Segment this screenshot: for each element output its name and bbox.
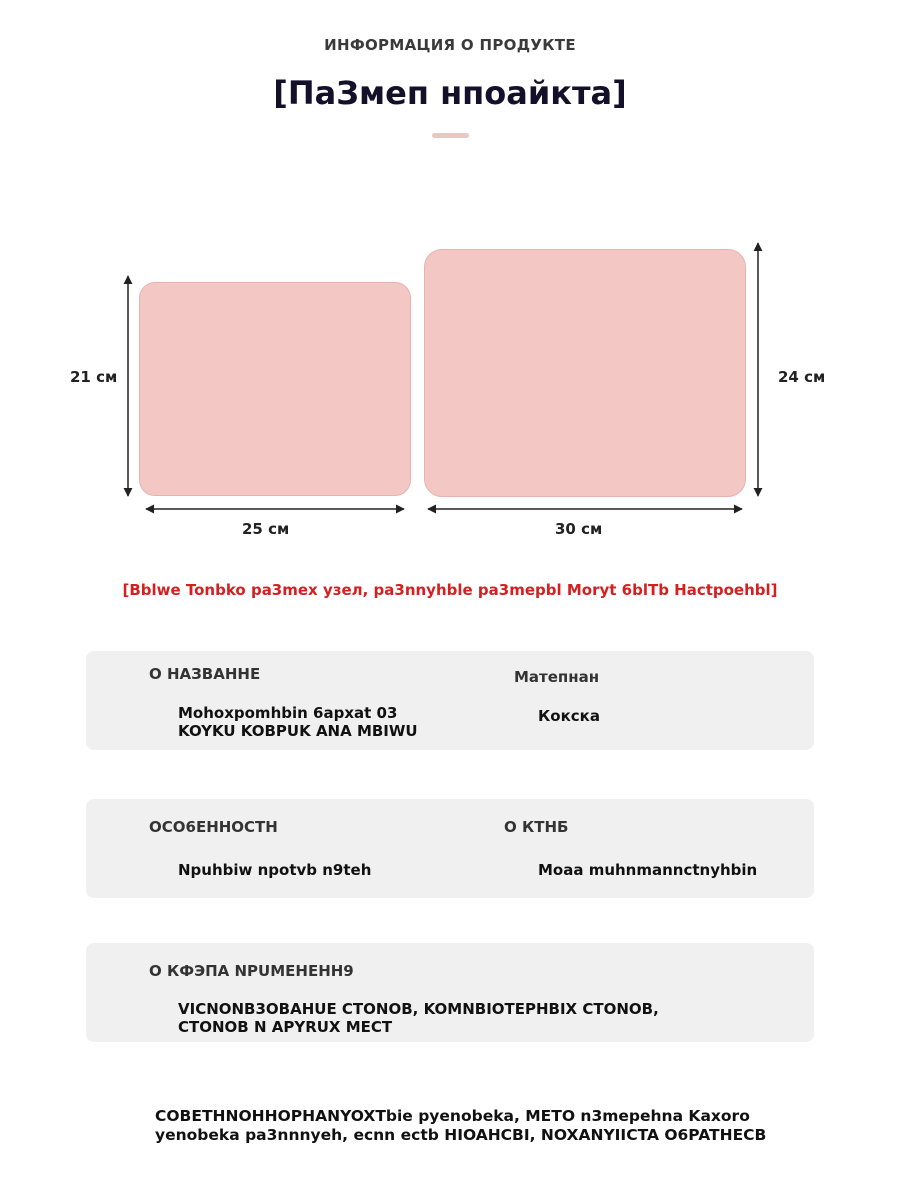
section-subtitle: ИНФОРМАЦИЯ О ПРОДУКТЕ xyxy=(324,36,576,54)
usage-value-line1: VICNONB3OBAHUE CTONOB, KOMNBIOTEPHBIX CTONOB, xyxy=(178,1000,659,1018)
features-value: Npuhbiw npotvb n9teh xyxy=(178,861,372,879)
small-height-label: 21 см xyxy=(70,368,118,386)
usage-label: О КФЭПА NPUМЕНЕНН9 xyxy=(149,962,354,980)
page-title: [ПаЗмеп нпоайкта] xyxy=(273,74,627,112)
spec-card-name-material xyxy=(86,651,814,750)
material-label: Матепнан xyxy=(514,668,600,686)
features-label: ОСО6ЕННОСТН xyxy=(149,818,278,836)
footer-line1: COBETHNOHHOPHANYOXTbie pyenobeka, METO n3mepehna Kaxoro xyxy=(155,1107,750,1125)
material-value: Кокска xyxy=(538,707,600,725)
usage-value xyxy=(178,1000,659,1036)
small-width-label: 25 см xyxy=(242,520,290,538)
name-value xyxy=(178,704,418,740)
name-label: О НАЗВАННЕ xyxy=(149,665,261,683)
style-value: Moaa muhnmannctnyhbin xyxy=(538,861,758,879)
footer-advice xyxy=(155,1107,855,1145)
footer-line2: yenobeka pa3nnnyeh, ecnn ectb HIOAHCBI, NOXANYIICTA O6PATHECB xyxy=(155,1126,767,1144)
usage-value-line2: CTONOB N APYRUX MECT xyxy=(178,1018,393,1036)
spec-card-features-style xyxy=(86,799,814,898)
name-value-line2: KOYKU KOBPUK ANA MBIWU xyxy=(178,722,418,740)
spec-card-usage xyxy=(86,943,814,1042)
large-height-label: 24 см xyxy=(778,368,826,386)
large-width-label: 30 см xyxy=(555,520,603,538)
name-value-line1: Mohoxpomhbin 6apxat 03 xyxy=(178,704,398,722)
size-note: [Bblwe Tonbko pa3mex узел, pa3nnyhble pa3mepbl Moryt 6blTb Hactpoehbl] xyxy=(122,581,778,599)
style-label: О КТНБ xyxy=(504,818,569,836)
